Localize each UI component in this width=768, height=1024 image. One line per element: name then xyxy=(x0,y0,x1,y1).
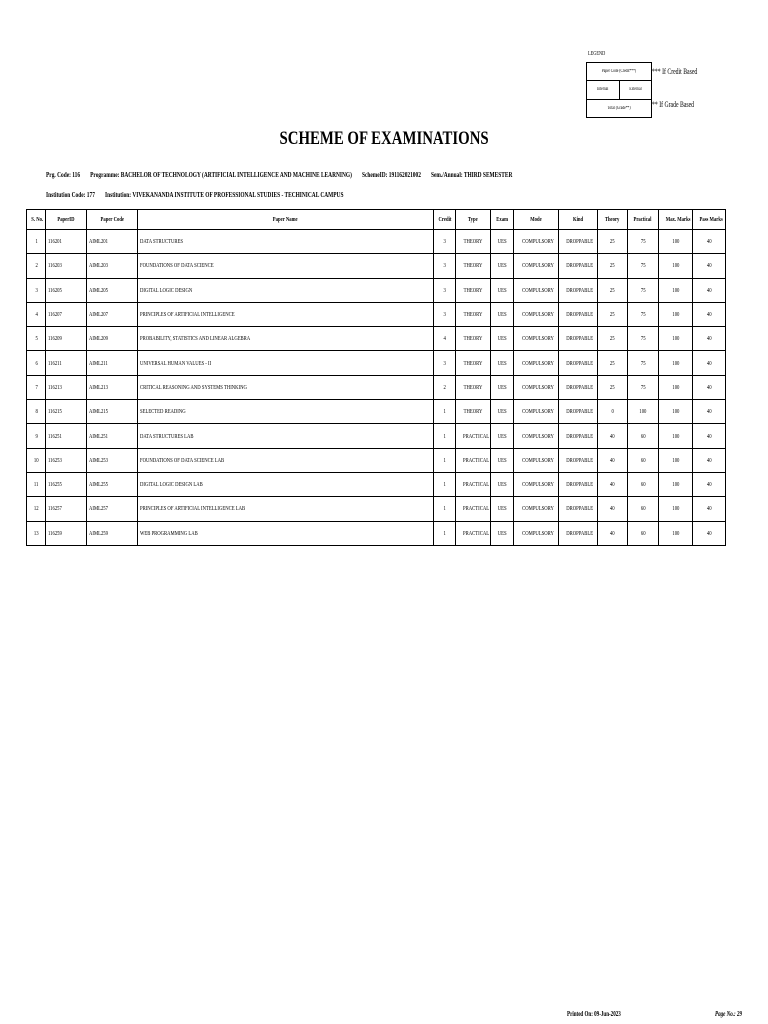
cell-paper-code: AIML205 xyxy=(87,278,138,302)
cell-credit: 2 xyxy=(433,375,455,399)
cell-pass-marks: 40 xyxy=(693,278,726,302)
cell-sno: 8 xyxy=(27,400,46,424)
cell-type: THEORY xyxy=(455,351,490,375)
table-row xyxy=(27,400,726,424)
cell-exam: UES xyxy=(490,230,513,254)
cell-sno: 6 xyxy=(27,351,46,375)
programme-info xyxy=(46,170,694,179)
cell-mode: COMPULSORY xyxy=(514,521,559,545)
table-row xyxy=(27,351,726,375)
cell-type: THEORY xyxy=(455,230,490,254)
cell-exam: UES xyxy=(490,472,513,496)
header-mode: Mode xyxy=(514,210,559,230)
cell-credit: 3 xyxy=(433,351,455,375)
cell-kind: DROPPABLE xyxy=(558,351,597,375)
cell-practical: 75 xyxy=(628,375,659,399)
legend-internal: Internal xyxy=(587,81,620,99)
cell-mode: COMPULSORY xyxy=(514,375,559,399)
cell-exam: UES xyxy=(490,327,513,351)
cell-practical: 100 xyxy=(628,400,659,424)
cell-sno: 7 xyxy=(27,375,46,399)
cell-kind: DROPPABLE xyxy=(558,448,597,472)
cell-credit: 3 xyxy=(433,278,455,302)
cell-pass-marks: 40 xyxy=(693,351,726,375)
cell-max-marks: 100 xyxy=(658,302,693,326)
cell-pass-marks: 40 xyxy=(693,254,726,278)
cell-exam: UES xyxy=(490,278,513,302)
legend-box xyxy=(586,62,652,118)
cell-practical: 75 xyxy=(628,254,659,278)
cell-paper-id: 116255 xyxy=(46,472,87,496)
table-row xyxy=(27,497,726,521)
cell-paper-code: AIML211 xyxy=(87,351,138,375)
cell-exam: UES xyxy=(490,351,513,375)
cell-credit: 1 xyxy=(433,400,455,424)
table-header-row xyxy=(27,210,726,230)
cell-exam: UES xyxy=(490,521,513,545)
cell-paper-id: 116257 xyxy=(46,497,87,521)
cell-kind: DROPPABLE xyxy=(558,302,597,326)
cell-pass-marks: 40 xyxy=(693,521,726,545)
cell-practical: 75 xyxy=(628,278,659,302)
cell-max-marks: 100 xyxy=(658,424,693,448)
cell-pass-marks: 40 xyxy=(693,424,726,448)
cell-practical: 60 xyxy=(628,424,659,448)
cell-kind: DROPPABLE xyxy=(558,472,597,496)
cell-pass-marks: 40 xyxy=(693,327,726,351)
cell-paper-id: 116215 xyxy=(46,400,87,424)
cell-paper-name: DIGITAL LOGIC DESIGN xyxy=(138,278,433,302)
institution-info xyxy=(46,190,459,199)
cell-kind: DROPPABLE xyxy=(558,521,597,545)
cell-paper-name: DIGITAL LOGIC DESIGN LAB xyxy=(138,472,433,496)
header-exam: Exam xyxy=(490,210,513,230)
header-theory: Theory xyxy=(597,210,628,230)
cell-credit: 3 xyxy=(433,230,455,254)
cell-credit: 4 xyxy=(433,327,455,351)
cell-max-marks: 100 xyxy=(658,400,693,424)
cell-pass-marks: 40 xyxy=(693,497,726,521)
table-row xyxy=(27,521,726,545)
cell-paper-code: AIML209 xyxy=(87,327,138,351)
cell-sno: 5 xyxy=(27,327,46,351)
cell-sno: 12 xyxy=(27,497,46,521)
cell-practical: 60 xyxy=(628,521,659,545)
cell-paper-code: AIML213 xyxy=(87,375,138,399)
header-type: Type xyxy=(455,210,490,230)
cell-mode: COMPULSORY xyxy=(514,497,559,521)
cell-credit: 3 xyxy=(433,254,455,278)
page-number: Page No.: 29 xyxy=(715,1010,743,1018)
cell-kind: DROPPABLE xyxy=(558,400,597,424)
header-kind: Kind xyxy=(558,210,597,230)
cell-type: THEORY xyxy=(455,375,490,399)
cell-practical: 75 xyxy=(628,351,659,375)
cell-paper-id: 116213 xyxy=(46,375,87,399)
cell-mode: COMPULSORY xyxy=(514,448,559,472)
cell-mode: COMPULSORY xyxy=(514,327,559,351)
legend-title: LEGEND xyxy=(588,51,606,57)
cell-mode: COMPULSORY xyxy=(514,472,559,496)
cell-pass-marks: 40 xyxy=(693,448,726,472)
cell-paper-id: 116205 xyxy=(46,278,87,302)
institution-code: Institution Code: 177 xyxy=(46,190,95,199)
cell-theory: 25 xyxy=(597,327,628,351)
table-row xyxy=(27,472,726,496)
cell-type: THEORY xyxy=(455,327,490,351)
cell-paper-id: 116207 xyxy=(46,302,87,326)
scheme-table xyxy=(26,209,726,546)
cell-kind: DROPPABLE xyxy=(558,254,597,278)
cell-exam: UES xyxy=(490,424,513,448)
cell-type: THEORY xyxy=(455,400,490,424)
table-row xyxy=(27,302,726,326)
cell-sno: 13 xyxy=(27,521,46,545)
cell-type: THEORY xyxy=(455,278,490,302)
cell-type: PRACTICAL xyxy=(455,424,490,448)
cell-pass-marks: 40 xyxy=(693,302,726,326)
table-body xyxy=(27,230,726,546)
cell-type: PRACTICAL xyxy=(455,448,490,472)
prg-code: Prg. Code: 116 xyxy=(46,170,81,179)
cell-max-marks: 100 xyxy=(658,230,693,254)
cell-paper-id: 116251 xyxy=(46,424,87,448)
cell-paper-name: CRITICAL REASONING AND SYSTEMS THINKING xyxy=(138,375,433,399)
semester: Sem./Annual: THIRD SEMESTER xyxy=(430,170,513,179)
header-paper-code: Paper Code xyxy=(87,210,138,230)
cell-sno: 9 xyxy=(27,424,46,448)
header-paper-name: Paper Name xyxy=(138,210,433,230)
cell-paper-id: 116203 xyxy=(46,254,87,278)
cell-max-marks: 100 xyxy=(658,327,693,351)
header-pass-marks: Pass Marks xyxy=(693,210,726,230)
printed-on: Printed On: 09-Jun-2023 xyxy=(567,1010,621,1018)
cell-paper-name: DATA STRUCTURES LAB xyxy=(138,424,433,448)
table-row xyxy=(27,448,726,472)
cell-pass-marks: 40 xyxy=(693,230,726,254)
cell-theory: 25 xyxy=(597,351,628,375)
legend-total: Total (Grade**) xyxy=(607,106,631,111)
table-row xyxy=(27,327,726,351)
cell-max-marks: 100 xyxy=(658,521,693,545)
legend-paper-code: Paper Code (Credit***) xyxy=(587,63,651,81)
cell-practical: 75 xyxy=(628,302,659,326)
cell-credit: 1 xyxy=(433,472,455,496)
cell-type: THEORY xyxy=(455,302,490,326)
legend-external: External xyxy=(629,87,642,92)
cell-kind: DROPPABLE xyxy=(558,327,597,351)
cell-sno: 4 xyxy=(27,302,46,326)
cell-theory: 25 xyxy=(597,278,628,302)
header-credit: Credit xyxy=(433,210,455,230)
cell-paper-code: AIML201 xyxy=(87,230,138,254)
header-sno: S. No. xyxy=(27,210,46,230)
cell-practical: 60 xyxy=(628,448,659,472)
cell-mode: COMPULSORY xyxy=(514,230,559,254)
table-row xyxy=(27,254,726,278)
table-row xyxy=(27,230,726,254)
cell-exam: UES xyxy=(490,302,513,326)
cell-credit: 1 xyxy=(433,521,455,545)
cell-mode: COMPULSORY xyxy=(514,424,559,448)
cell-sno: 10 xyxy=(27,448,46,472)
cell-paper-name: PROBABILITY, STATISTICS AND LINEAR ALGEBRA xyxy=(138,327,433,351)
cell-exam: UES xyxy=(490,375,513,399)
cell-theory: 40 xyxy=(597,424,628,448)
cell-theory: 25 xyxy=(597,254,628,278)
cell-paper-name: PRINCIPLES OF ARTIFICIAL INTELLIGENCE LAB xyxy=(138,497,433,521)
table-row xyxy=(27,424,726,448)
cell-sno: 11 xyxy=(27,472,46,496)
table-row xyxy=(27,278,726,302)
cell-exam: UES xyxy=(490,254,513,278)
cell-exam: UES xyxy=(490,400,513,424)
cell-paper-code: AIML207 xyxy=(87,302,138,326)
cell-paper-name: PRINCIPLES OF ARTIFICIAL INTELLIGENCE xyxy=(138,302,433,326)
cell-paper-code: AIML251 xyxy=(87,424,138,448)
cell-pass-marks: 40 xyxy=(693,472,726,496)
cell-paper-code: AIML259 xyxy=(87,521,138,545)
cell-theory: 40 xyxy=(597,497,628,521)
cell-max-marks: 100 xyxy=(658,497,693,521)
cell-paper-id: 116209 xyxy=(46,327,87,351)
cell-mode: COMPULSORY xyxy=(514,351,559,375)
cell-paper-code: AIML203 xyxy=(87,254,138,278)
cell-kind: DROPPABLE xyxy=(558,230,597,254)
page-title: SCHEME OF EXAMINATIONS xyxy=(279,128,489,149)
cell-theory: 25 xyxy=(597,230,628,254)
cell-max-marks: 100 xyxy=(658,278,693,302)
cell-exam: UES xyxy=(490,497,513,521)
cell-theory: 25 xyxy=(597,302,628,326)
header-paper-id: PaperID xyxy=(46,210,87,230)
cell-credit: 1 xyxy=(433,448,455,472)
cell-paper-code: AIML255 xyxy=(87,472,138,496)
cell-max-marks: 100 xyxy=(658,448,693,472)
legend-note-grade: ** If Grade Based xyxy=(652,100,695,109)
cell-type: PRACTICAL xyxy=(455,472,490,496)
cell-type: PRACTICAL xyxy=(455,521,490,545)
cell-max-marks: 100 xyxy=(658,375,693,399)
cell-exam: UES xyxy=(490,448,513,472)
cell-theory: 0 xyxy=(597,400,628,424)
programme: Programme: BACHELOR OF TECHNOLOGY (ARTIFICIAL INTELLIGENCE AND MACHINE LEARNING) xyxy=(90,170,352,179)
cell-sno: 2 xyxy=(27,254,46,278)
cell-kind: DROPPABLE xyxy=(558,278,597,302)
cell-pass-marks: 40 xyxy=(693,375,726,399)
cell-max-marks: 100 xyxy=(658,254,693,278)
header-max-marks: Max. Marks xyxy=(658,210,693,230)
cell-theory: 40 xyxy=(597,521,628,545)
cell-type: PRACTICAL xyxy=(455,497,490,521)
cell-theory: 40 xyxy=(597,448,628,472)
cell-credit: 3 xyxy=(433,302,455,326)
cell-paper-name: FOUNDATIONS OF DATA SCIENCE LAB xyxy=(138,448,433,472)
institution-name: Institution: VIVEKANANDA INSTITUTE OF PROFESSIONAL STUDIES - TECHINICAL CAMPUS xyxy=(104,190,344,199)
cell-max-marks: 100 xyxy=(658,472,693,496)
cell-practical: 60 xyxy=(628,497,659,521)
cell-paper-name: WEB PROGRAMMING LAB xyxy=(138,521,433,545)
cell-mode: COMPULSORY xyxy=(514,400,559,424)
cell-kind: DROPPABLE xyxy=(558,497,597,521)
cell-mode: COMPULSORY xyxy=(514,254,559,278)
cell-pass-marks: 40 xyxy=(693,400,726,424)
cell-paper-name: DATA STRUCTURES xyxy=(138,230,433,254)
cell-kind: DROPPABLE xyxy=(558,375,597,399)
cell-paper-code: AIML257 xyxy=(87,497,138,521)
scheme-id: SchemeID: 191162021002 xyxy=(361,170,421,179)
cell-theory: 40 xyxy=(597,472,628,496)
cell-kind: DROPPABLE xyxy=(558,424,597,448)
cell-type: THEORY xyxy=(455,254,490,278)
cell-sno: 3 xyxy=(27,278,46,302)
cell-paper-id: 116211 xyxy=(46,351,87,375)
cell-sno: 1 xyxy=(27,230,46,254)
cell-paper-id: 116201 xyxy=(46,230,87,254)
cell-practical: 75 xyxy=(628,327,659,351)
table-row xyxy=(27,375,726,399)
cell-mode: COMPULSORY xyxy=(514,278,559,302)
cell-paper-code: AIML253 xyxy=(87,448,138,472)
cell-credit: 1 xyxy=(433,497,455,521)
header-practical: Practical xyxy=(628,210,659,230)
cell-paper-id: 116253 xyxy=(46,448,87,472)
legend-note-credit: *** If Credit Based xyxy=(652,67,698,76)
cell-credit: 1 xyxy=(433,424,455,448)
cell-max-marks: 100 xyxy=(658,351,693,375)
cell-theory: 25 xyxy=(597,375,628,399)
cell-paper-code: AIML215 xyxy=(87,400,138,424)
cell-paper-name: UNIVERSAL HUMAN VALUES - II xyxy=(138,351,433,375)
cell-paper-name: SELECTED READING xyxy=(138,400,433,424)
cell-practical: 75 xyxy=(628,230,659,254)
cell-paper-name: FOUNDATIONS OF DATA SCIENCE xyxy=(138,254,433,278)
cell-mode: COMPULSORY xyxy=(514,302,559,326)
cell-practical: 60 xyxy=(628,472,659,496)
cell-paper-id: 116259 xyxy=(46,521,87,545)
